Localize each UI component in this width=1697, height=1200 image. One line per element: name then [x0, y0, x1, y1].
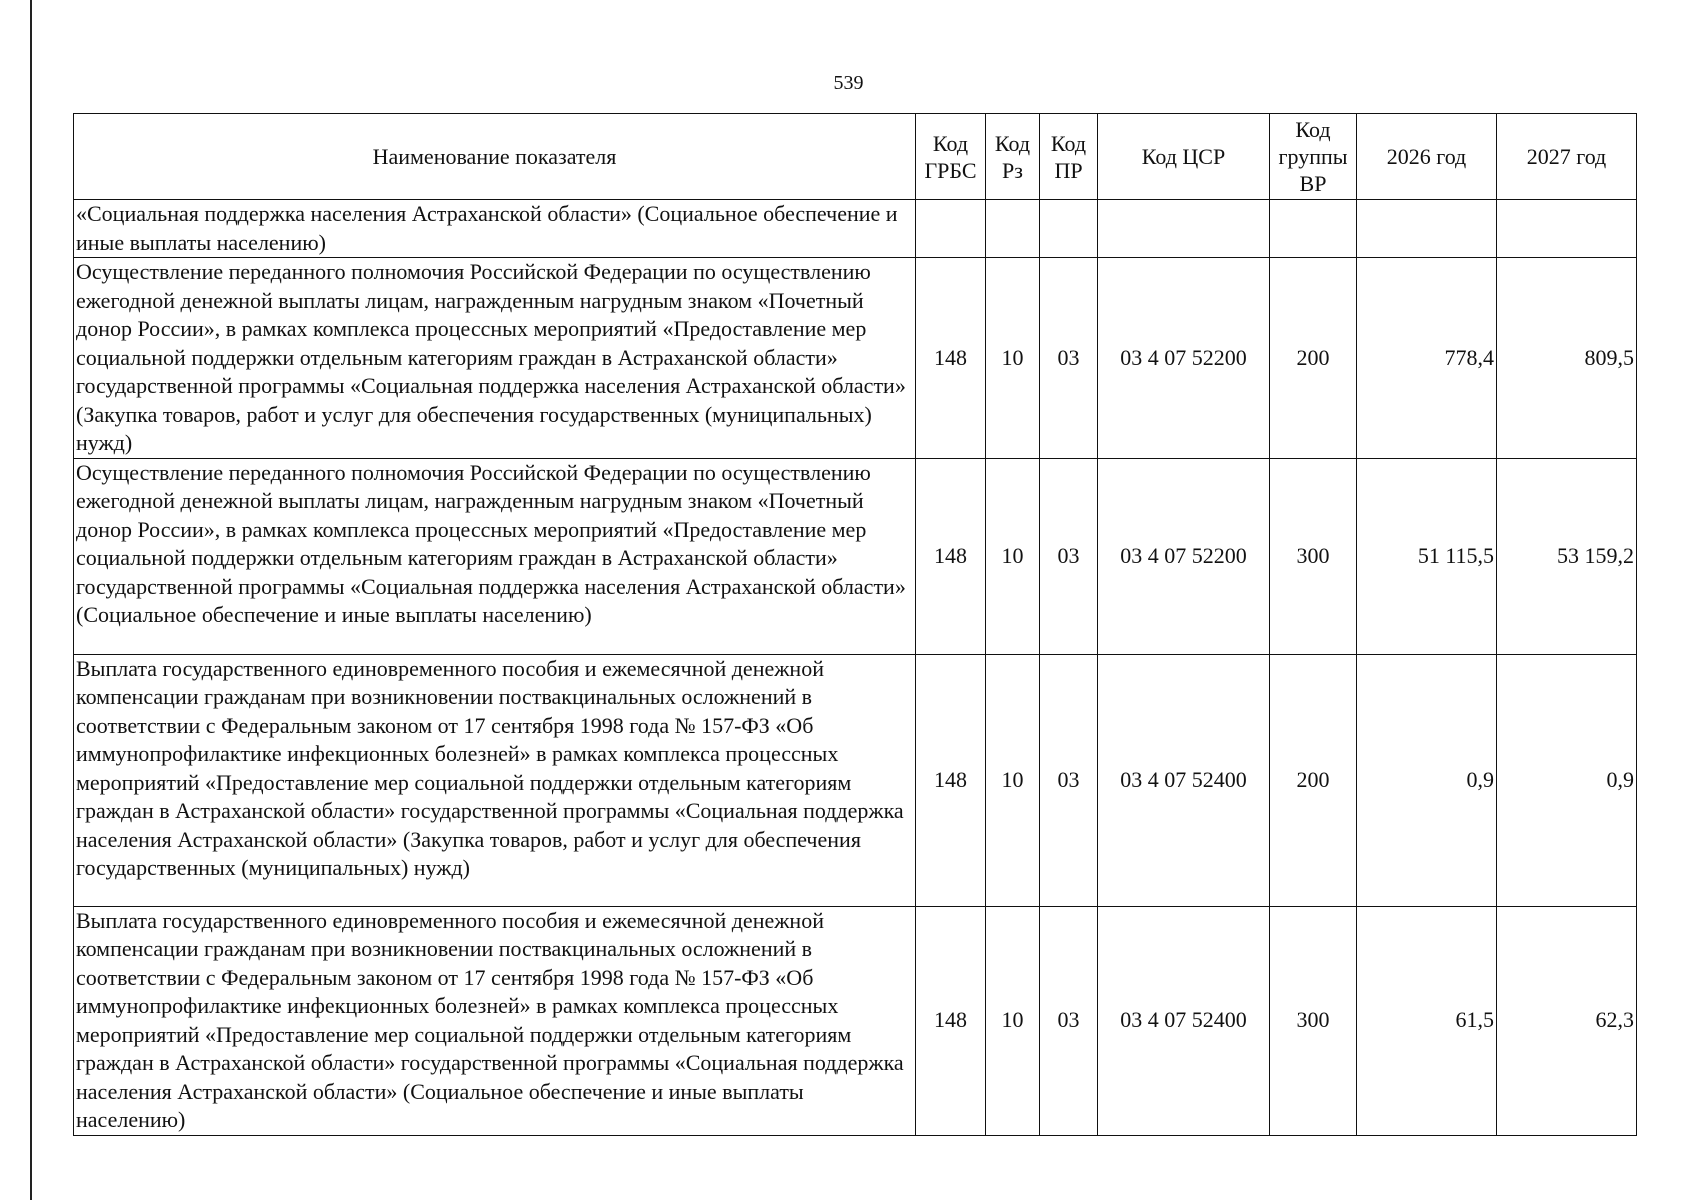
cell-name: Выплата государственного единовременного пособия и ежемесячной денежной компенсации гражданам при возникновении поствакцинальных осложнений в соответствии с Федеральным законом от 17 сентября 1998 года № 157-ФЗ «Об иммунопрофилактике инфекционных болезней» в рамках комплекса процессных мероприятий «Предоставление мер социальной поддержки отдельным категориям граждан в Астраханской области» государственной программы «Социальная поддержка населения Астраханской области» (Социальное обеспечение и иные выплаты населению)	[74, 906, 916, 1135]
table-row	[74, 258, 1637, 459]
cell-csr: 03 4 07 52200	[1098, 258, 1270, 459]
cell-vr: 300	[1270, 458, 1357, 654]
cell-pr	[1040, 200, 1098, 258]
cell-rz: 10	[986, 458, 1040, 654]
cell-rz: 10	[986, 258, 1040, 459]
cell-grbs: 148	[916, 258, 986, 459]
header-vr: Код группы ВР	[1270, 114, 1357, 200]
page-number: 539	[833, 72, 864, 94]
table-row	[74, 458, 1637, 654]
cell-grbs: 148	[916, 654, 986, 906]
cell-pr: 03	[1040, 906, 1098, 1135]
cell-csr: 03 4 07 52400	[1098, 906, 1270, 1135]
cell-pr: 03	[1040, 654, 1098, 906]
header-csr: Код ЦСР	[1098, 114, 1270, 200]
cell-csr: 03 4 07 52400	[1098, 654, 1270, 906]
cell-vr: 300	[1270, 906, 1357, 1135]
table-header-row	[74, 114, 1637, 200]
cell-csr: 03 4 07 52200	[1098, 458, 1270, 654]
cell-name: Осуществление переданного полномочия Российской Федерации по осуществлению ежегодной денежной выплаты лицам, награжденным нагрудным знаком «Почетный донор России», в рамках комплекса процессных мероприятий «Предоставление мер социальной поддержки отдельным категориям граждан в Астраханской области» государственной программы «Социальная поддержка населения Астраханской области» (Социальное обеспечение и иные выплаты населению)	[74, 458, 916, 654]
cell-rz: 10	[986, 906, 1040, 1135]
cell-2026: 61,5	[1357, 906, 1497, 1135]
cell-2027: 809,5	[1497, 258, 1637, 459]
cell-vr: 200	[1270, 654, 1357, 906]
cell-2027: 53 159,2	[1497, 458, 1637, 654]
cell-pr: 03	[1040, 458, 1098, 654]
cell-2027	[1497, 200, 1637, 258]
cell-vr	[1270, 200, 1357, 258]
header-name: Наименование показателя	[74, 114, 916, 200]
budget-table	[73, 113, 1637, 1136]
cell-pr: 03	[1040, 258, 1098, 459]
header-2026: 2026 год	[1357, 114, 1497, 200]
cell-rz	[986, 200, 1040, 258]
cell-csr	[1098, 200, 1270, 258]
cell-name: Выплата государственного единовременного пособия и ежемесячной денежной компенсации гражданам при возникновении поствакцинальных осложнений в соответствии с Федеральным законом от 17 сентября 1998 года № 157-ФЗ «Об иммунопрофилактике инфекционных болезней» в рамках комплекса процессных мероприятий «Предоставление мер социальной поддержки отдельным категориям граждан в Астраханской области» государственной программы «Социальная поддержка населения Астраханской области» (Закупка товаров, работ и услуг для обеспечения государственных (муниципальных) нужд)	[74, 654, 916, 906]
cell-grbs: 148	[916, 458, 986, 654]
table-row	[74, 906, 1637, 1135]
cell-name: «Социальная поддержка населения Астраханской области» (Социальное обеспечение и иные выплаты населению)	[74, 200, 916, 258]
cell-grbs	[916, 200, 986, 258]
cell-name: Осуществление переданного полномочия Российской Федерации по осуществлению ежегодной денежной выплаты лицам, награжденным нагрудным знаком «Почетный донор России», в рамках комплекса процессных мероприятий «Предоставление мер социальной поддержки отдельным категориям граждан в Астраханской области» государственной программы «Социальная поддержка населения Астраханской области» (Закупка товаров, работ и услуг для обеспечения государственных (муниципальных) нужд)	[74, 258, 916, 459]
table-row	[74, 654, 1637, 906]
cell-2027: 62,3	[1497, 906, 1637, 1135]
header-grbs: Код ГРБС	[916, 114, 986, 200]
cell-2026: 0,9	[1357, 654, 1497, 906]
binding-margin-line	[30, 0, 32, 1200]
table-row	[74, 200, 1637, 258]
header-pr: Код ПР	[1040, 114, 1098, 200]
cell-2026: 778,4	[1357, 258, 1497, 459]
cell-2026	[1357, 200, 1497, 258]
cell-rz: 10	[986, 654, 1040, 906]
header-2027: 2027 год	[1497, 114, 1637, 200]
cell-2026: 51 115,5	[1357, 458, 1497, 654]
cell-vr: 200	[1270, 258, 1357, 459]
header-rz: Код Рз	[986, 114, 1040, 200]
cell-grbs: 148	[916, 906, 986, 1135]
cell-2027: 0,9	[1497, 654, 1637, 906]
